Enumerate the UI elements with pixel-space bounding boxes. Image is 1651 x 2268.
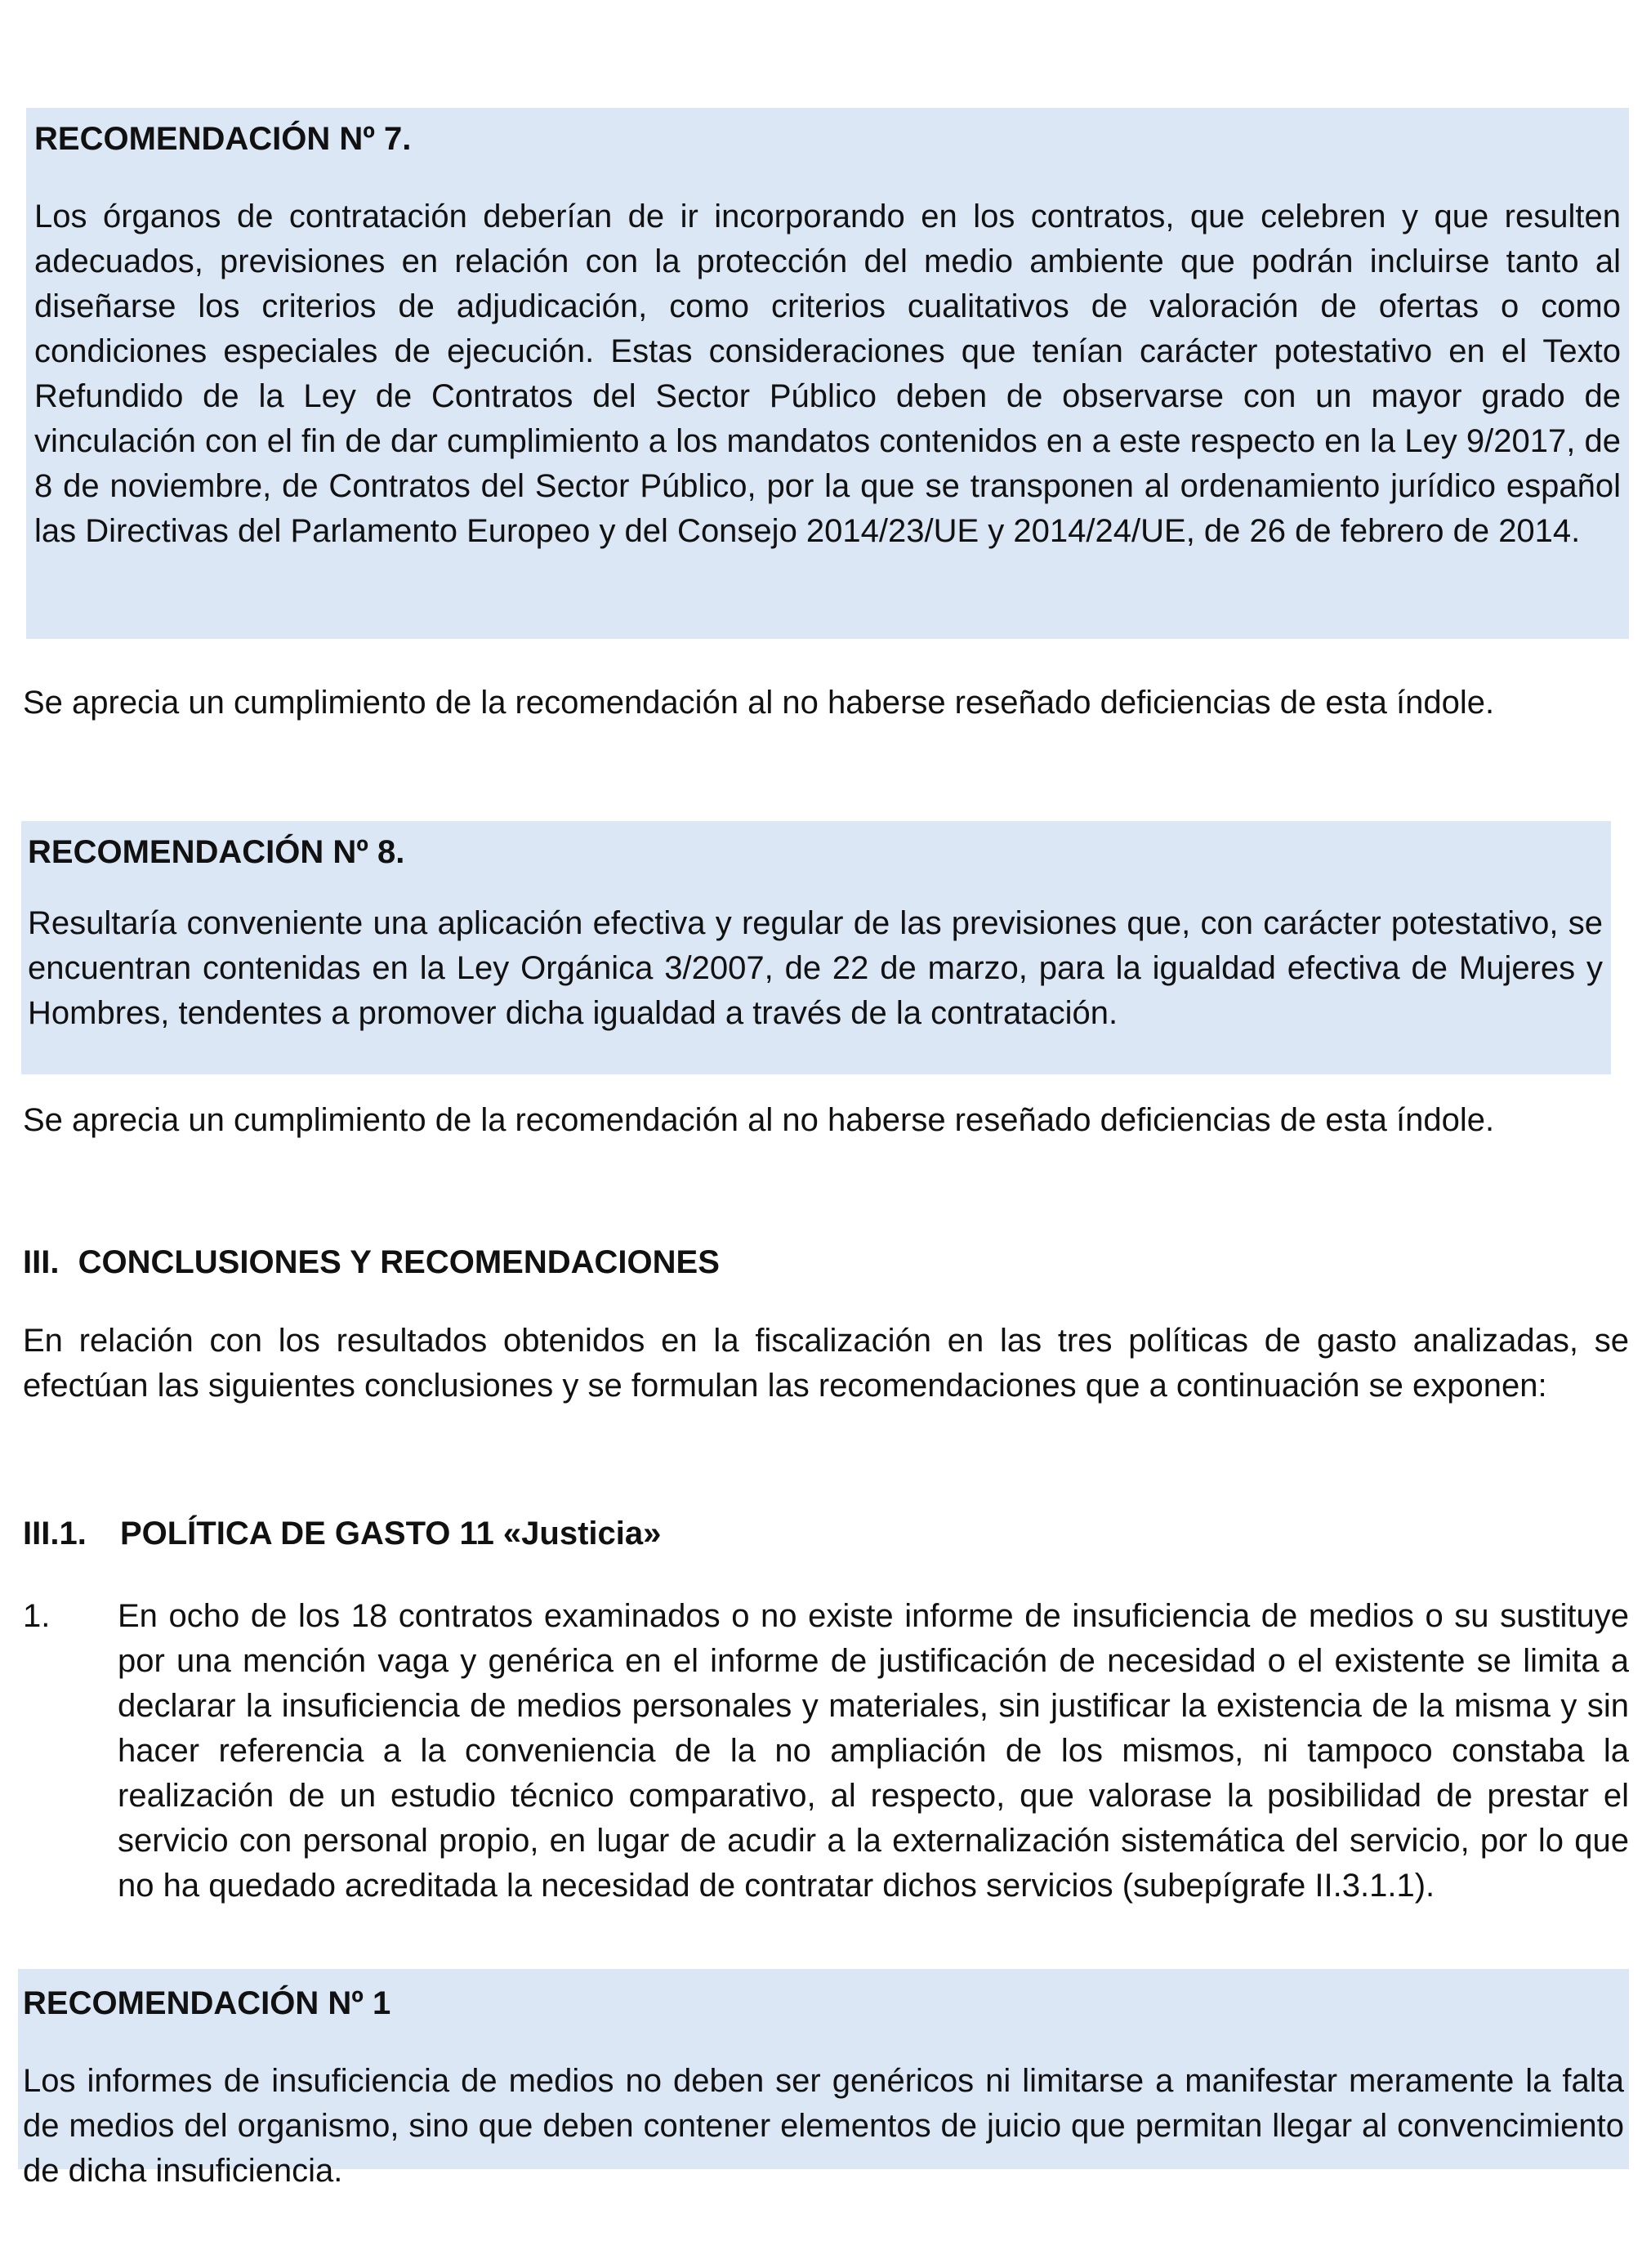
section-3-title: CONCLUSIONES Y RECOMENDACIONES — [78, 1244, 720, 1280]
item-1-text: En ocho de los 18 contratos examinados o no existe informe de insuficiencia de medios o su sustituye por una mención vaga y genérica en el informe de justificación de necesidad o el existente se limita a declarar la insuficiencia de medios personales y materiales, sin justificar la existencia de la misma y sin hacer referencia a la conveniencia de la no ampliación de los mismos, ni tampoco constaba la realización de un estudio técnico comparativo, al respecto, que valorase la posibilidad de prestar el servicio con personal propio, en lugar de acudir a la externalización sistemática del servicio, por lo que no ha quedado acreditada la necesidad de contratar dichos servicios (subepígrafe II.3.1.1). — [118, 1598, 1629, 1904]
recommendation-1-title: RECOMENDACIÓN Nº 1 — [23, 1985, 391, 2021]
recommendation-7-title: RECOMENDACIÓN Nº 7. — [34, 121, 412, 157]
item-1-number: 1. — [23, 1598, 51, 1634]
recommendation-1-text: Los informes de insuficiencia de medios no deben ser genéricos ni limitarse a manifestar meramente la falta de medios del organismo, sino que deben contener elementos de juicio que permitan llegar al convencimiento de dicha insuficiencia. — [23, 2063, 1624, 2189]
section-3-1-number: III.1. — [23, 1516, 87, 1551]
recommendation-8-title: RECOMENDACIÓN Nº 8. — [28, 834, 405, 870]
section-3-heading — [23, 1243, 720, 1282]
recommendation-8-box — [21, 821, 1611, 1074]
section-3-1-heading — [23, 1514, 661, 1553]
compliance-paragraph-2: Se aprecia un cumplimiento de la recomendación al no haberse reseñado deficiencias de esta índole. — [23, 1102, 1495, 1138]
section-3-1-title: POLÍTICA DE GASTO 11 «Justicia» — [119, 1516, 662, 1551]
compliance-paragraph-1: Se aprecia un cumplimiento de la recomendación al no haberse reseñado deficiencias de esta índole. — [23, 685, 1495, 721]
recommendation-1-box — [18, 1969, 1629, 2189]
recommendation-7-box — [26, 108, 1629, 639]
recommendation-8-text: Resultaría conveniente una aplicación efectiva y regular de las previsiones que, con carácter potestativo, se encuentran contenidas en la Ley Orgánica 3/2007, de 22 de marzo, para la igualdad efectiva de Mujeres y Hombres, tendentes a promover dicha igualdad a través de la contratación. — [28, 905, 1603, 1031]
recommendation-7-text: Los órganos de contratación deberían de ir incorporando en los contratos, que celebren y que resulten adecuados, previsiones en relación con la protección del medio ambiente que podrán incluirse tanto al diseñarse los criterios de adjudicación, como criterios cualitativos de valoración de ofertas o como condiciones especiales de ejecución. Estas consideraciones que tenían carácter potestativo en el Texto Refundido de la Ley de Contratos del Sector Público deben de observarse con un mayor grado de vinculación con el fin de dar cumplimiento a los mandatos contenidos en a este respecto en la Ley 9/2017, de 8 de noviembre, de Contratos del Sector Público, por la que se transponen al ordenamiento jurídico español las Directivas del Parlamento Europeo y del Consejo 2014/23/UE y 2014/24/UE, de 26 de febrero de 2014. — [34, 199, 1621, 549]
section-3-number: III. — [23, 1244, 60, 1280]
section-3-intro: En relación con los resultados obtenidos en la fiscalización en las tres políticas de gasto analizadas, se efectúan las siguientes conclusiones y se formulan las recomendaciones que a continuación se exponen: — [23, 1323, 1629, 1404]
